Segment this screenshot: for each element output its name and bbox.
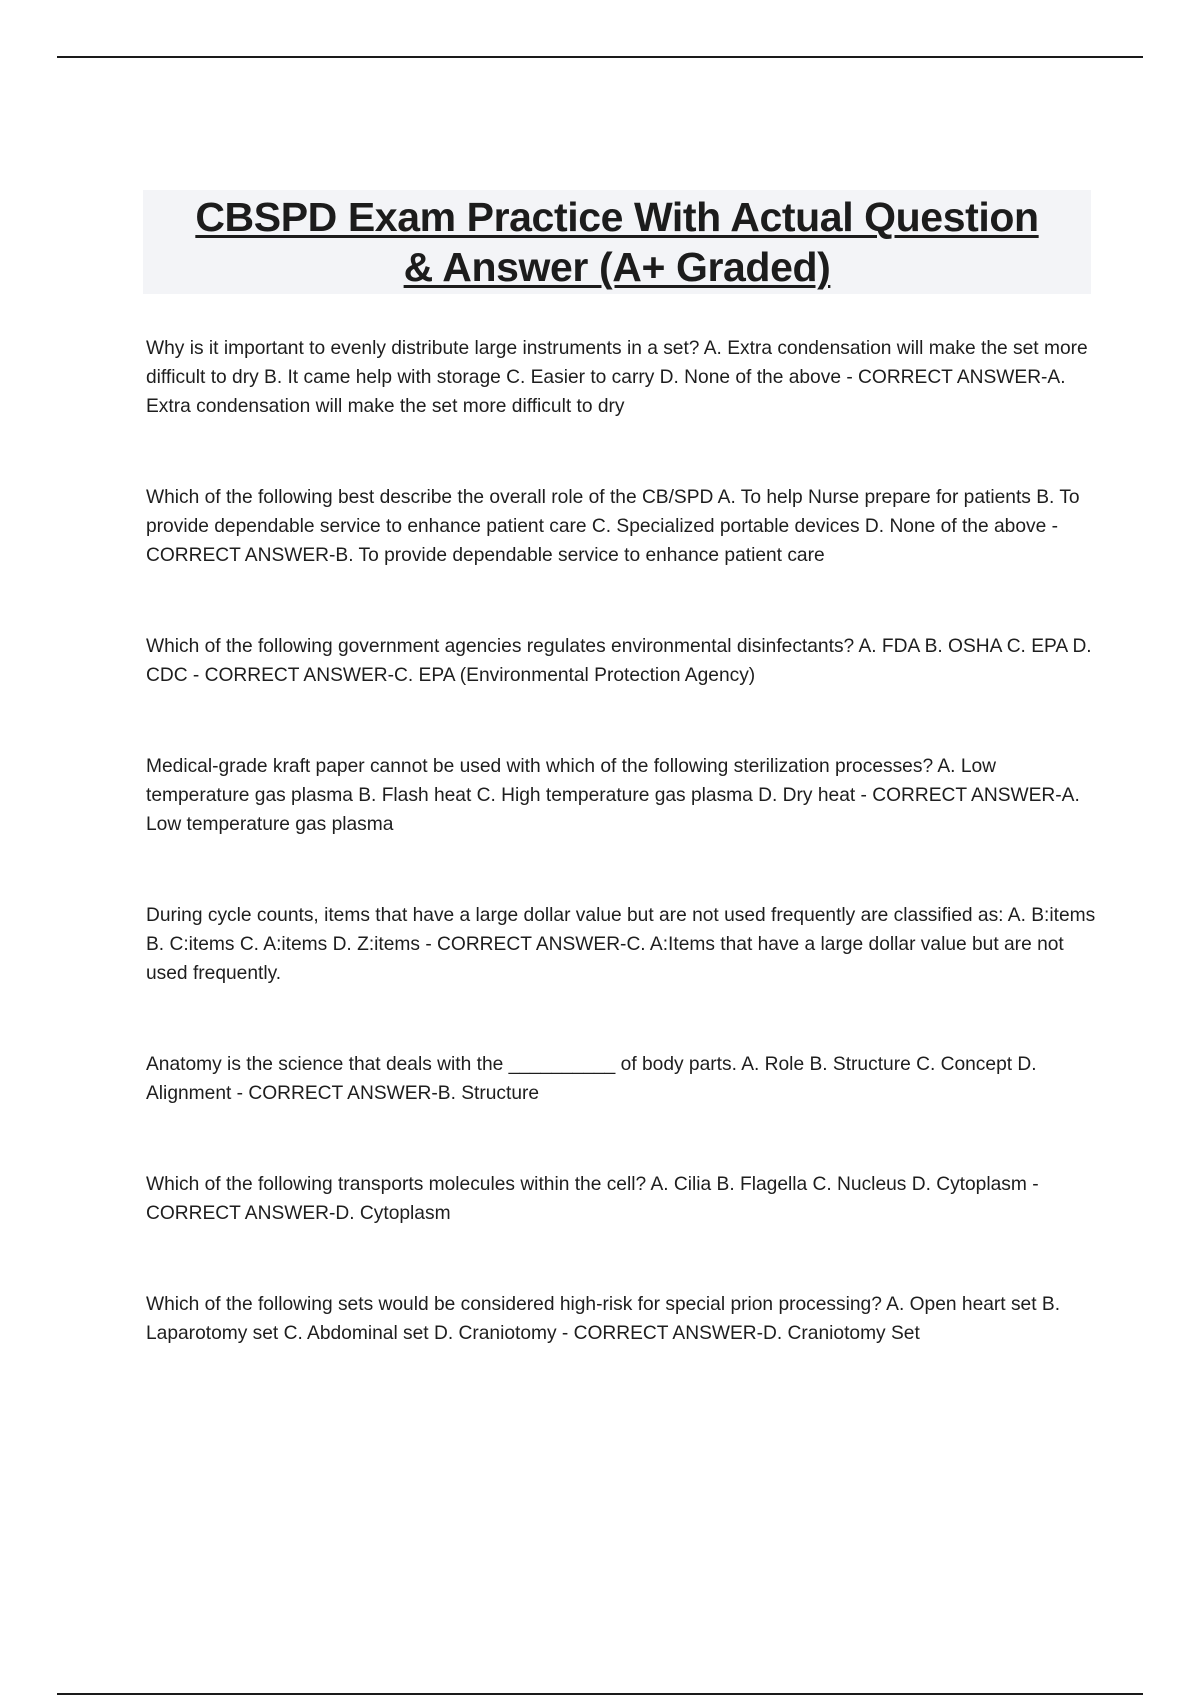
question-item: Anatomy is the science that deals with the __________ of body parts. A. Role B. Structure C. Concept D. Alignment - CORRECT ANSWER-B. Structure [146, 1054, 1037, 1104]
title-line-1: CBSPD Exam Practice With Actual Question [195, 194, 1039, 240]
question-item: Medical-grade kraft paper cannot be used with which of the following sterilization processes? A. Low temperature gas plasma B. Flash heat C. High temperature gas plasma D. Dry heat - CORRECT ANSWER-A. Low temperature gas plasma [146, 756, 1080, 835]
bottom-rule [57, 1693, 1143, 1695]
question-list [146, 334, 1096, 1348]
document-title [143, 190, 1091, 294]
question-item: Which of the following sets would be considered high-risk for special prion processing? A. Open heart set B. Laparotomy set C. Abdominal set D. Craniotomy - CORRECT ANSWER-D. Craniotomy Set [146, 1294, 1061, 1344]
question-item: Which of the following transports molecules within the cell? A. Cilia B. Flagella C. Nucleus D. Cytoplasm - CORRECT ANSWER-D. Cytoplasm [146, 1174, 1039, 1224]
top-rule [57, 56, 1143, 58]
question-item: Which of the following government agencies regulates environmental disinfectants? A. FDA B. OSHA C. EPA D. CDC - CORRECT ANSWER-C. EPA (Environmental Protection Agency) [146, 636, 1092, 686]
question-item: During cycle counts, items that have a large dollar value but are not used frequently are classified as: A. B:items B. C:items C. A:items D. Z:items - CORRECT ANSWER-C. A:Items that have a large dollar value but are not used frequently. [146, 905, 1096, 984]
title-line-2: & Answer (A+ Graded) [403, 244, 831, 290]
question-item: Why is it important to evenly distribute large instruments in a set? A. Extra condensation will make the set more difficult to dry B. It came help with storage C. Easier to carry D. None of the above - CORRECT ANSWER-A. Extra condensation will make the set more difficult to dry [146, 338, 1088, 417]
question-item: Which of the following best describe the overall role of the CB/SPD A. To help Nurse prepare for patients B. To provide dependable service to enhance patient care C. Specialized portable devices D. None of the above - CORRECT ANSWER-B. To provide dependable service to enhance patient care [146, 487, 1080, 566]
